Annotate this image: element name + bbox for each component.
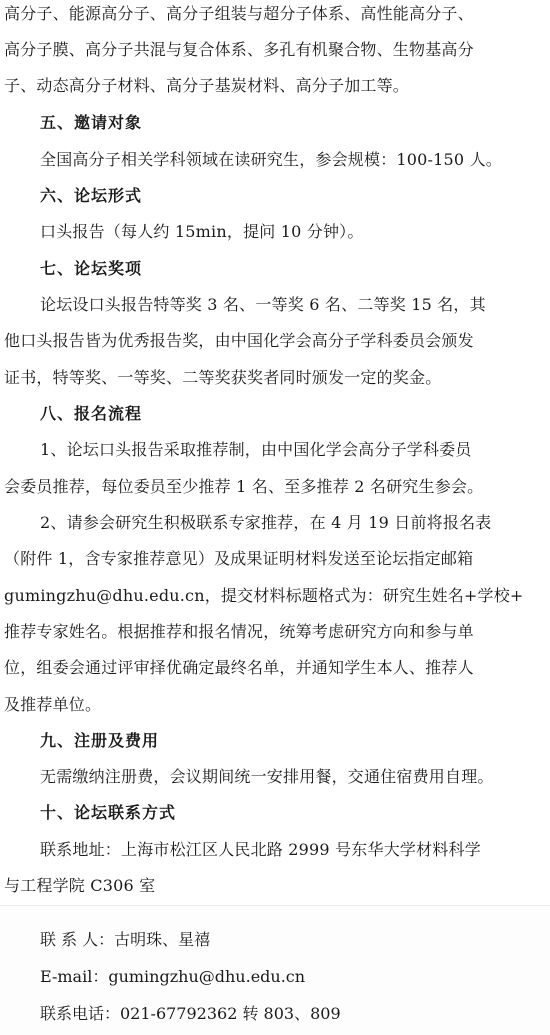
section-text: 无需缴纳注册费，会议期间统一安排用餐，交通住宿费用自理。 — [40, 767, 494, 786]
contact-person: 联 系 人：古明珠、星禧 — [40, 930, 211, 949]
section-text: 他口头报告皆为优秀报告奖，由中国化学会高分子学科委员会颁发 — [4, 331, 474, 350]
section-heading-registration: 八、报名流程 — [40, 404, 143, 423]
section-text: 联系地址：上海市松江区人民北路 2999 号东华大学材料科学 — [40, 840, 481, 859]
intro-line: 高分子膜、高分子共混与复合体系、多孔有机聚合物、生物基高分 — [4, 40, 474, 59]
contact-email: E-mail：gumingzhu@dhu.edu.cn — [40, 967, 306, 986]
intro-line: 高分子、能源高分子、高分子组装与超分子体系、高性能高分子、 — [4, 4, 474, 23]
section-heading-contact: 十、论坛联系方式 — [40, 803, 177, 822]
section-text: 与工程学院 C306 室 — [4, 876, 156, 895]
section-text: 全国高分子相关学科领域在读研究生，参会规模：100-150 人。 — [40, 150, 502, 169]
section-heading-invitees: 五、邀请对象 — [40, 113, 143, 132]
section-heading-format: 六、论坛形式 — [40, 186, 143, 205]
section-text: gumingzhu@dhu.edu.cn，提交材料标题格式为：研究生姓名+学校+ — [4, 586, 524, 605]
section-text: 及推荐单位。 — [4, 695, 102, 714]
section-text: 论坛设口头报告特等奖 3 名、一等奖 6 名、二等奖 15 名，其 — [40, 295, 486, 314]
section-text: 证书，特等奖、一等奖、二等奖获奖者同时颁发一定的奖金。 — [4, 368, 442, 387]
section-text: 1、论坛口头报告采取推荐制，由中国化学会高分子学科委员 — [40, 440, 472, 459]
intro-line: 子、动态高分子材料、高分子基炭材料、高分子加工等。 — [4, 76, 410, 95]
section-text: 推荐专家姓名。根据推荐和报名情况，统筹考虑研究方向和参与单 — [4, 622, 474, 641]
section-heading-awards: 七、论坛奖项 — [40, 259, 143, 278]
section-heading-fees: 九、注册及费用 — [40, 731, 160, 750]
contact-phone: 联系电话：021-67792362 转 803、809 — [40, 1004, 341, 1023]
section-text: 位，组委会通过评审择优确定最终名单，并通知学生本人、推荐人 — [4, 658, 474, 677]
contact-footer — [0, 906, 550, 1035]
section-text: 2、请参会研究生积极联系专家推荐，在 4 月 19 日前将报名表 — [40, 513, 492, 532]
section-text: （附件 1，含专家推荐意见）及成果证明材料发送至论坛指定邮箱 — [4, 549, 474, 568]
section-text: 口头报告（每人约 15min，提问 10 分钟）。 — [40, 222, 364, 241]
section-text: 会委员推荐，每位委员至少推荐 1 名、至多推荐 2 名研究生参会。 — [4, 477, 484, 496]
